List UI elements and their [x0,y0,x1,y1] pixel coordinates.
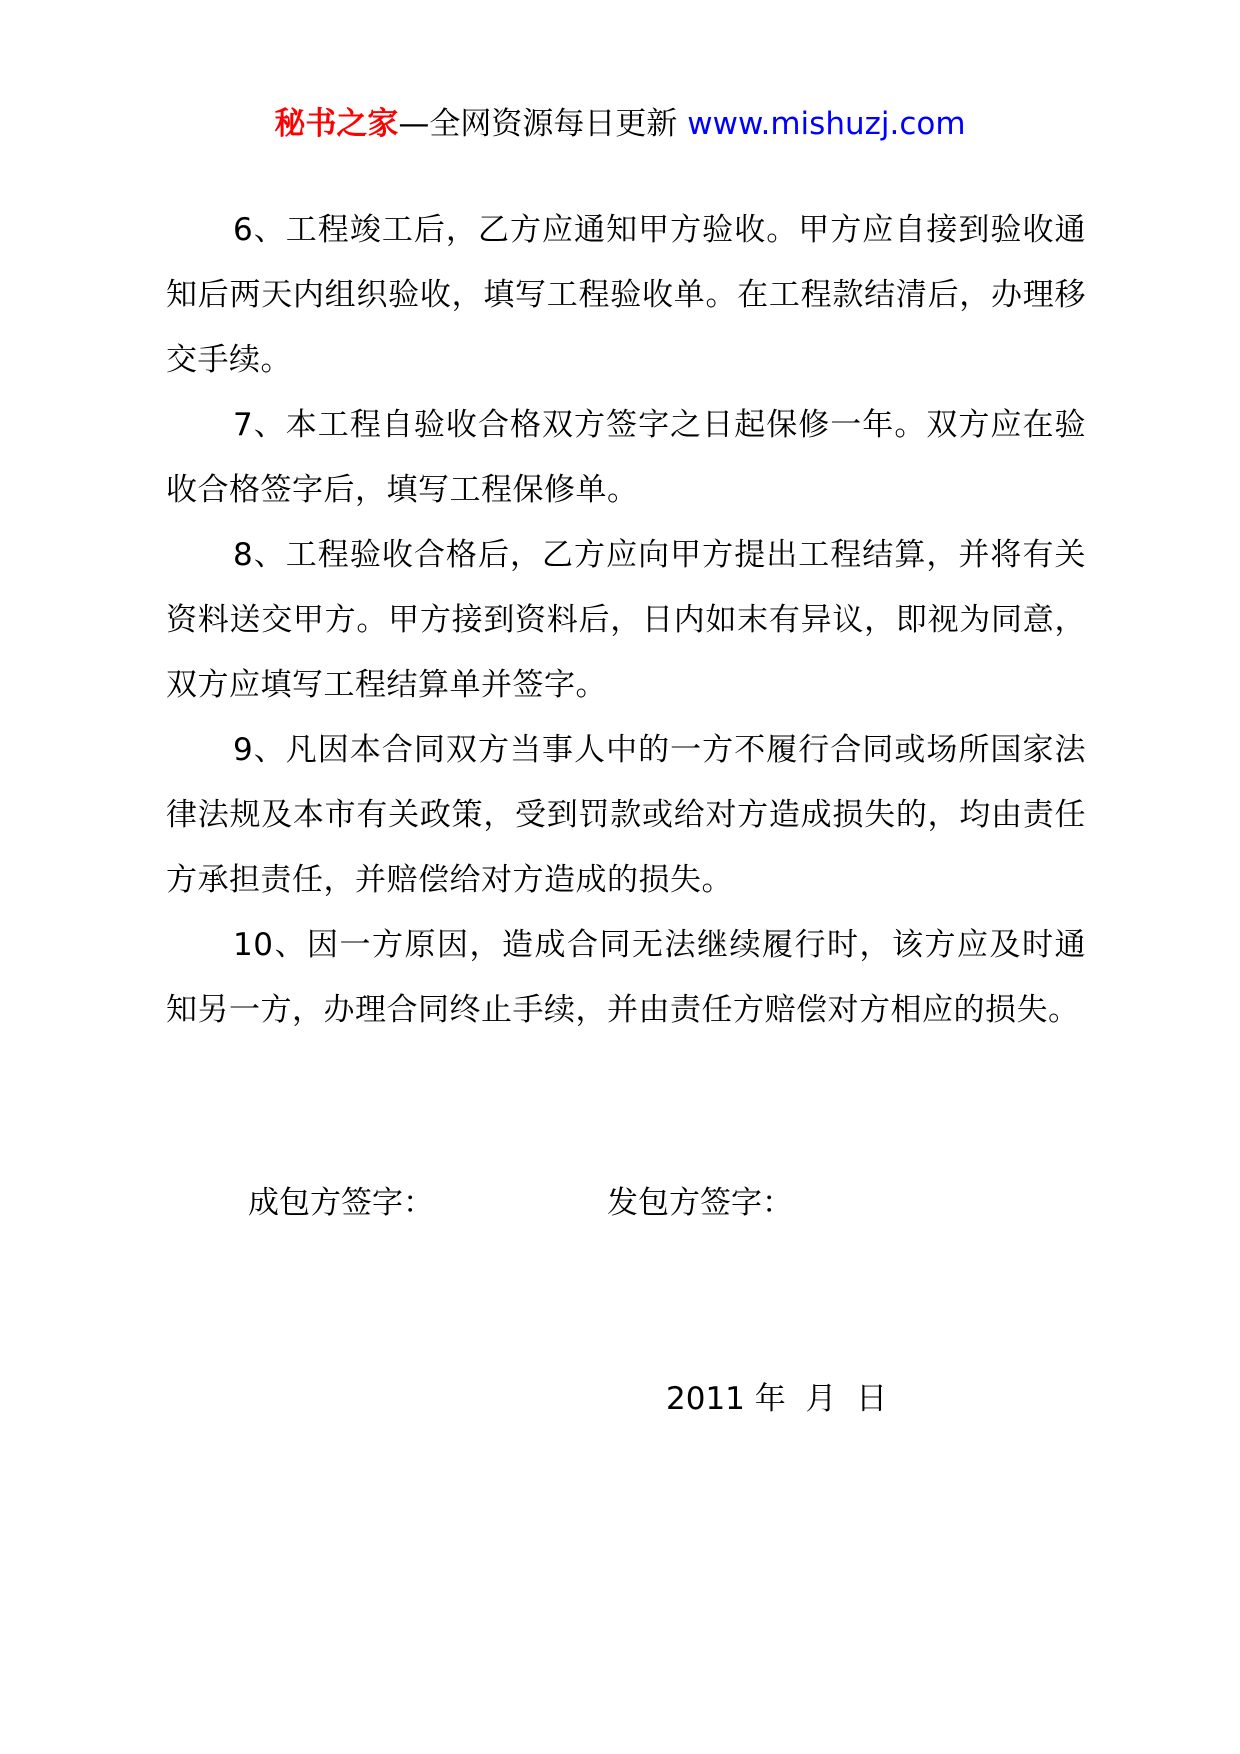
signing-date: 2011 年 月 日 [666,1381,888,1417]
client-signature-label: 发包方签字： [607,1185,793,1221]
clause-8: 8、工程验收合格后，乙方应向甲方提出工程结算，并将有关资料送交甲方。甲方接到资料后，日内如末有异议，即视为同意，双方应填写工程结算单并签字。 [166,537,1086,703]
header-url-link[interactable]: www.mishuzj.com [687,106,966,142]
header-brand: 秘书之家 [274,106,399,142]
contractor-signature-label: 成包方签字： [248,1185,434,1221]
signature-row [0,1178,1240,1228]
clause-9: 9、凡因本合同双方当事人中的一方不履行合同或场所国家法律法规及本市有关政策，受到罚款或给对方造成损失的，均由责任方承担责任，并赔偿给对方造成的损失。 [166,732,1086,898]
page-header [0,102,1240,146]
contract-clauses [166,198,1086,1043]
clause-10: 10、因一方原因，造成合同无法继续履行时，该方应及时通知另一方，办理合同终止手续，并由责任方赔偿对方相应的损失。 [166,927,1086,1028]
clause-6: 6、工程竣工后，乙方应通知甲方验收。甲方应自接到验收通知后两天内组织验收，填写工程验收单。在工程款结清后，办理移交手续。 [166,212,1086,378]
clause-7: 7、本工程自验收合格双方签字之日起保修一年。双方应在验收合格签字后，填写工程保修单。 [166,407,1086,508]
header-tagline: —全网资源每日更新 [398,106,678,142]
